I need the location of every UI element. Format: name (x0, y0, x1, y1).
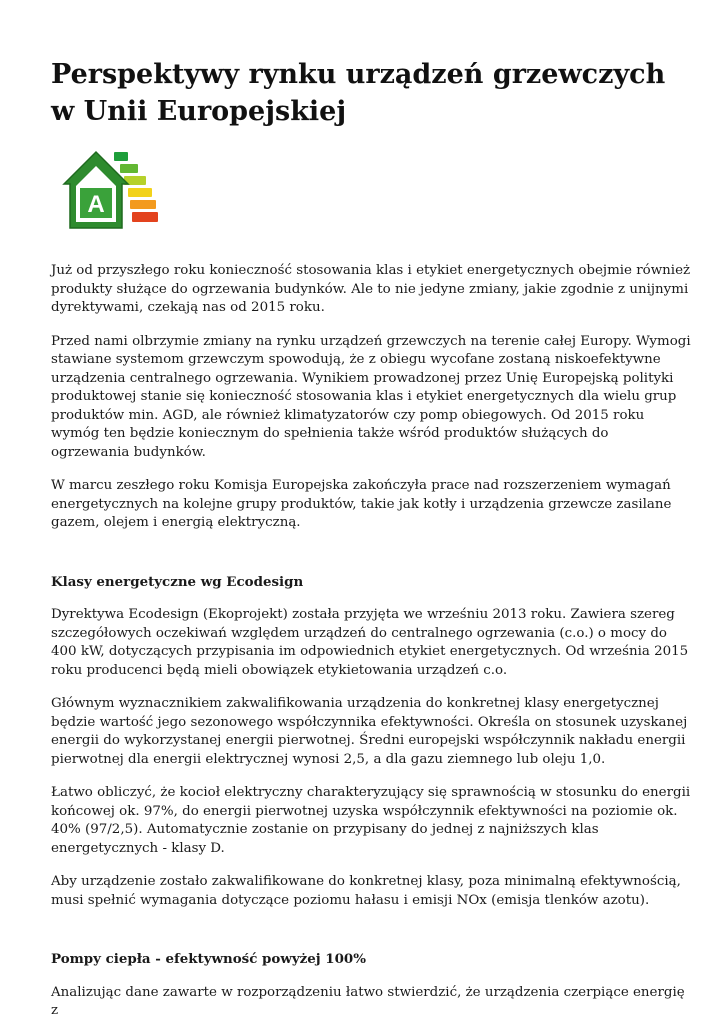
scale-bar-b (120, 164, 138, 173)
intro-paragraph-1: Już od przyszłego roku konieczność stosowania klas i etykiet energetycznych obejmie również produkty służące do ogrzewania budynków. Ale to nie jedyne zmiany, jakie zgodnie z unijnymi dyrektywami, czekają nas od 2015 roku. (51, 263, 691, 315)
heat-pumps-paragraph-1: Analizując dane zawarte w rozporządzeniu łatwo stwierdzić, że urządzenia czerpiące energię z (51, 984, 685, 1018)
page-title: Perspektywy rynku urządzeń grzewczych w Unii Europejskiej (51, 59, 666, 127)
energy-label-house-icon (62, 146, 160, 232)
ecodesign-paragraph-1: Dyrektywa Ecodesign (Ekoprojekt) została przyjęta we wrześniu 2013 roku. Zawiera szereg szczegółowych oczekiwań względem urządzeń do centralnego ogrzewania (c.o.) o mocy do 400 kW, dotyczących przypisania im odpowiednich etykiet energetycznych. Od września 2015 roku producenci będą mieli obowiązek etykietowania urządzeń c.o. (51, 607, 689, 678)
scale-bar-e (130, 200, 156, 209)
intro-paragraph-2: Przed nami olbrzymie zmiany na rynku urządzeń grzewczych na terenie całej Europy. Wymogi stawiane systemom grzewczym spowodują, że z obiegu wycofane zostaną niskoefektywne urządzenia centralnego ogrzewania. Wynikiem prowadzonej przez Unię Europejską polityki produktowej stanie się konieczność stosowania klas i etykiet energetycznych dla wielu grup produktów min. AGD, ale również klimatyzatorów czy pomp obiegowych. Od 2015 roku wymóg ten będzie koniecznym do spełnienia także wśród produktów służących do ogrzewania budynków. (51, 333, 691, 460)
section-heading-ecodesign: Klasy energetyczne wg Ecodesign (51, 573, 304, 590)
energy-label-house-svg (62, 146, 160, 232)
ecodesign-paragraph-3: Łatwo obliczyć, że kocioł elektryczny charakteryzujący się sprawnością w stosunku do energii końcowej ok. 97%, do energii pierwotnej uzyska współczynnik efektywności na poziomie ok. 40% (97/2,5). Automatycznie zostanie on przypisany do jednej z najniższych klas energetycznych - klasy D. (51, 785, 691, 856)
ecodesign-paragraph-4: Aby urządzenie zostało zakwalifikowane do konkretnej klasy, poza minimalną efektywnością, musi spełnić wymagania dotyczące poziomu hałasu i emisji NOx (emisja tlenków azotu). (51, 874, 681, 908)
ecodesign-paragraph-2: Głównym wyznacznikiem zakwalifikowania urządzenia do konkretnej klasy energetycznej będzie wartość jego sezonowego współczynnika efektywności. Określa on stosunek uzyskanej energii do wykorzystanej energii pierwotnej. Średni europejski współczynnik nakładu energii pierwotnej dla energii elektrycznej wynosi 2,5, a dla gazu ziemnego lub oleju 1,0. (51, 696, 688, 767)
section-heading-heat-pumps: Pompy ciepła - efektywność powyżej 100% (51, 951, 366, 967)
scale-bar-f (132, 212, 158, 222)
house-letter: A (87, 191, 105, 218)
spacer (51, 925, 691, 950)
spacer (51, 548, 691, 573)
scale-bar-a (114, 152, 128, 161)
article-body (51, 262, 691, 1036)
scale-bar-d (128, 188, 152, 197)
intro-paragraph-3: W marcu zeszłego roku Komisja Europejska zakończyła prace nad rozszerzeniem wymagań energetycznych na kolejne grupy produktów, takie jak kotły i urządzenia grzewcze zasilane gazem, olejem i energią elektryczną. (51, 478, 672, 530)
